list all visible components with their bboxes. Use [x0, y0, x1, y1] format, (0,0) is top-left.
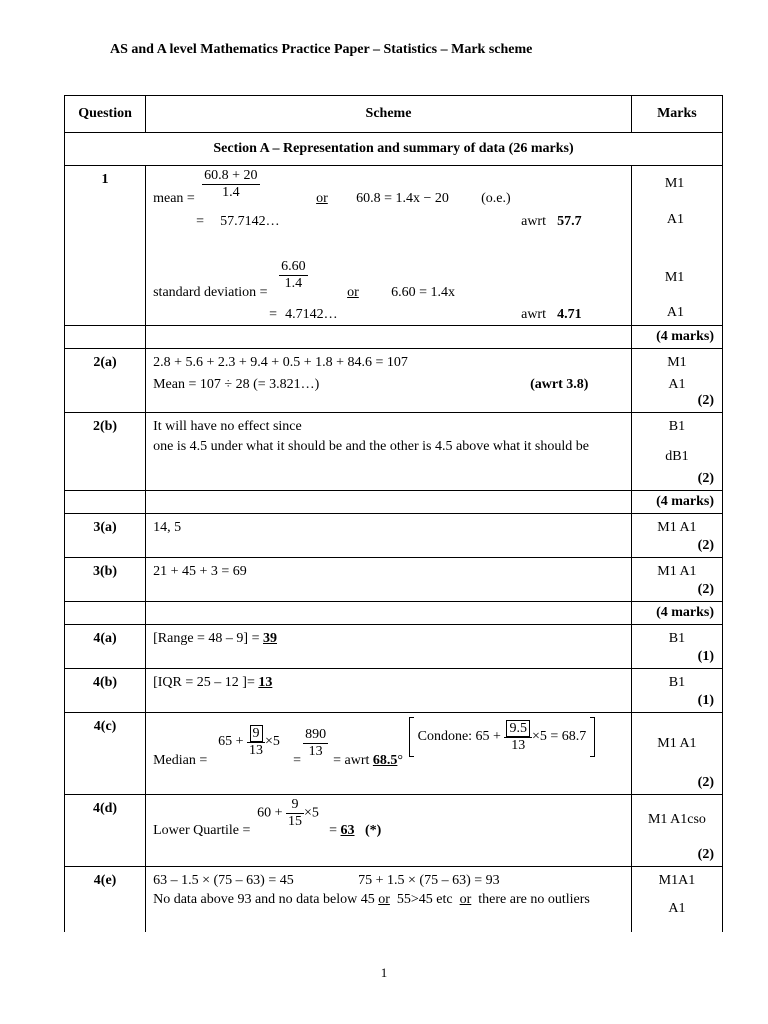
marks-cell [631, 166, 722, 326]
scheme-line: It will have no effect since [153, 419, 302, 434]
scheme-line: 14, 5 [153, 520, 182, 535]
mark: M1A1 [658, 873, 696, 888]
mean-value: 57.7142… [220, 214, 280, 229]
total-row [65, 602, 723, 625]
scheme-line: 63 – 1.5 × (75 – 63) = 45 75 + 1.5 × (75 – 63) = 93 [153, 873, 500, 888]
marks-cell [631, 669, 722, 713]
subtotal: (2) [697, 471, 714, 486]
mean-fraction: $\frac{60.8 + 20}{1.4}$ [204, 168, 258, 200]
lq-formula: 60 + $\frac{9}{15}$ ×5 [257, 797, 319, 829]
table-row-q4d [65, 795, 723, 867]
mark: A1 [666, 212, 684, 227]
scheme-cell [146, 514, 632, 558]
mark: M1 A1cso [647, 812, 706, 827]
marks-cell [631, 625, 722, 669]
question-label: 4(b) [65, 669, 146, 713]
or-text: or [347, 285, 359, 300]
sd-value: 4.7142… [285, 307, 338, 322]
question-label: 3(b) [65, 558, 146, 602]
mark: M1 A1 [657, 564, 697, 579]
subtotal: (2) [697, 393, 714, 408]
scheme-cell [146, 795, 632, 867]
total-row [65, 326, 723, 349]
table-row-q4b [65, 669, 723, 713]
header-question: Question [65, 96, 146, 133]
marks-cell [631, 713, 722, 795]
scheme-cell [146, 713, 632, 795]
scheme-line: one is 4.5 under what it should be and the other is 4.5 above what it should be [153, 439, 589, 454]
mark: B1 [668, 419, 686, 434]
subtotal: (1) [697, 693, 714, 708]
median-answer: = awrt 68.5° [333, 753, 403, 768]
awrt-note: (awrt 3.8) [530, 377, 589, 392]
subtotal: (2) [697, 582, 714, 597]
mark: M1 [664, 270, 685, 285]
question-label: 4(e) [65, 867, 146, 945]
marks-cell [631, 514, 722, 558]
document-title: AS and A level Mathematics Practice Paper – Statistics – Mark scheme [110, 42, 533, 57]
table-row-q3b [65, 558, 723, 602]
answer: 39 [263, 631, 277, 646]
condone-box: Condone: 65 + $\frac{9.5}{13}$ ×5 = 68.7 [409, 717, 595, 757]
total-marks: (4 marks) [631, 602, 722, 625]
header-scheme: Scheme [146, 96, 632, 133]
table-row-q2a [65, 349, 723, 413]
mark: M1 A1 [657, 520, 697, 535]
table-row-q4c [65, 713, 723, 795]
mark: M1 [667, 355, 687, 370]
mark: dB1 [665, 449, 689, 464]
lq-label: Lower Quartile = [153, 823, 251, 838]
scheme-cell [146, 413, 632, 491]
equals: = [269, 307, 278, 322]
subtotal: (2) [697, 538, 714, 553]
scheme-cell [146, 669, 632, 713]
section-a-title: Section A – Representation and summary of data (26 marks) [65, 133, 723, 166]
scheme-line: 2.8 + 5.6 + 2.3 + 9.4 + 0.5 + 1.8 + 84.6 = 107 [153, 355, 408, 370]
scheme-cell [146, 349, 632, 413]
total-marks: (4 marks) [631, 326, 722, 349]
question-label: 2(b) [65, 413, 146, 491]
table-row-q4a [65, 625, 723, 669]
marks-cell [631, 413, 722, 491]
awrt-label: awrt [521, 214, 546, 229]
awrt-label: awrt [521, 307, 546, 322]
mark-scheme-table [64, 95, 723, 945]
mark: M1 A1 [657, 736, 697, 751]
scheme-line: No data above 93 and no data below 45 or 55>45 etc or there are no outliers [153, 892, 590, 907]
equals: = [293, 753, 302, 768]
mark: A1 [666, 305, 684, 320]
table-row-q1 [65, 166, 723, 326]
question-label: 4(d) [65, 795, 146, 867]
sd-alt: 6.60 = 1.4x [391, 285, 456, 300]
marks-cell [631, 349, 722, 413]
answer: 13 [258, 675, 273, 690]
mark: B1 [668, 675, 686, 690]
subtotal: (1) [697, 649, 714, 664]
scheme-cell [146, 166, 632, 326]
page-number: 1 [380, 965, 388, 980]
median-fraction: $\frac{890}{13}$ [305, 727, 327, 759]
oe-text: (o.e.) [481, 191, 511, 206]
mark: B1 [668, 631, 686, 646]
sd-fraction: $\frac{6.60}{1.4}$ [281, 259, 306, 291]
or-text: or [316, 191, 328, 206]
scheme-line: [IQR = 25 – 12 ]= 13 [153, 675, 273, 690]
lq-answer: = 63 (*) [329, 823, 382, 838]
question-label: 1 [65, 166, 146, 326]
scheme-line: 21 + 45 + 3 = 69 [153, 564, 247, 579]
scheme-cell [146, 625, 632, 669]
total-marks: (4 marks) [631, 491, 722, 514]
scheme-line: Mean = 107 ÷ 28 (= 3.821…) (awrt 3.8) [153, 374, 625, 396]
median-formula: 65 + $\frac{9}{13}$ ×5 [218, 726, 280, 758]
sd-label: standard deviation = [153, 285, 268, 300]
mark: M1 [664, 176, 685, 191]
total-row [65, 491, 723, 514]
table-header-row [65, 96, 723, 133]
sd-awrt: 4.71 [557, 307, 582, 322]
question-label: 2(a) [65, 349, 146, 413]
mean-awrt: 57.7 [557, 214, 582, 229]
question-label: 4(a) [65, 625, 146, 669]
section-row [65, 133, 723, 166]
mean-label: mean = [153, 191, 195, 206]
header-marks: Marks [631, 96, 722, 133]
scheme-line: [Range = 48 – 9] = 39 [153, 631, 277, 646]
scheme-cell [146, 558, 632, 602]
marks-cell [631, 795, 722, 867]
question-label: 3(a) [65, 514, 146, 558]
mark: A1 [668, 377, 686, 392]
mark: A1 [668, 901, 686, 916]
equals: = [196, 214, 205, 229]
median-label: Median = [153, 753, 208, 768]
table-row-q2b [65, 413, 723, 491]
subtotal: (2) [697, 847, 714, 862]
marks-cell [631, 558, 722, 602]
question-label: 4(c) [65, 713, 146, 795]
table-row-q3a [65, 514, 723, 558]
subtotal: (2) [697, 775, 714, 790]
mean-alt: 60.8 = 1.4x − 20 [356, 191, 449, 206]
